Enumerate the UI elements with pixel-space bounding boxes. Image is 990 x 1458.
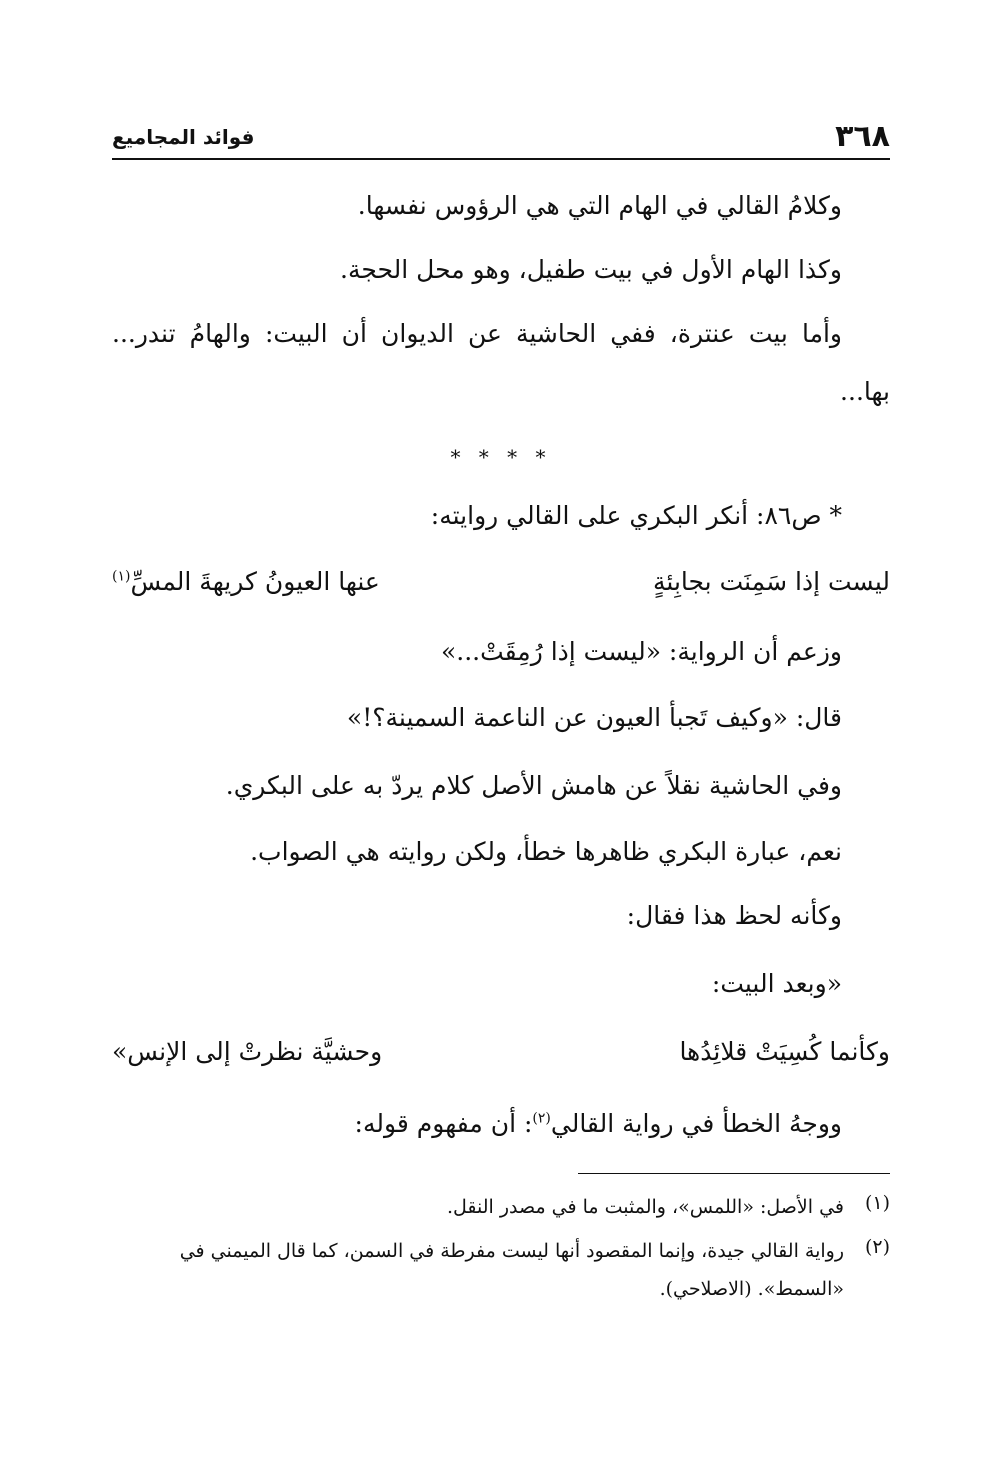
verse-2 (112, 1032, 890, 1072)
paragraph-4: * ص٨٦: أنكر البكري على القالي روايته: (430, 501, 842, 530)
paragraph-9: وكأنه لحظ هذا فقال: (626, 901, 842, 930)
paragraph-5: وزعم أن الرواية: «ليست إذا رُمِقَتْ...» (440, 637, 842, 666)
paragraph-11-start: ووجهُ الخطأ في رواية القالي (550, 1109, 842, 1138)
footnote-2-text: رواية القالي جيدة، وإنما المقصود أنها ليست مفرطة في السمن، كما قال الميمني في «السمط». (الاصلاحي). (179, 1240, 844, 1300)
running-title: فوائد المجاميع (112, 125, 255, 149)
footnote-rule (578, 1173, 890, 1174)
paragraph-7: وفي الحاشية نقلاً عن هامش الأصل كلام يردّ به على البكري. (225, 771, 842, 800)
page-header (112, 120, 890, 156)
paragraph-3-line-2: بها... (840, 377, 890, 406)
footnote-ref-2: (٢) (532, 1110, 551, 1127)
page-number: ٣٦٨ (835, 119, 890, 154)
paragraph-8: نعم، عبارة البكري ظاهرها خطأ، ولكن روايته هي الصواب. (250, 837, 842, 866)
paragraph-6: قال: «وكيف تَجبأ العيون عن الناعمة السمينة؟!» (346, 703, 842, 732)
paragraph-11 (355, 1104, 842, 1144)
paragraph-11-end: : أن مفهوم قوله: (354, 1109, 533, 1138)
verse-2-first-hemistich: وكأنما كُسِيَتْ قلائِدُها (679, 1037, 890, 1066)
verse-1-second-hemistich (112, 562, 380, 602)
verse-1-second-text: عنها العيونُ كريهةَ المسِّ (130, 567, 380, 596)
paragraph-10: «وبعد البيت: (711, 969, 842, 998)
verse-1 (112, 562, 890, 602)
paragraph-3-line-1: وأما بيت عنترة، ففي الحاشية عن الديوان أن البيت: والهامُ تندر... (112, 319, 842, 348)
paragraph-1: وكلامُ القالي في الهام التي هي الرؤوس نفسها. (357, 191, 842, 220)
footnote-2-number: (٢) (864, 1236, 890, 1258)
paragraph-2: وكذا الهام الأول في بيت طفيل، وهو محل الحجة. (340, 255, 842, 284)
header-rule (112, 158, 890, 160)
footnote-ref-1: (١) (112, 568, 131, 585)
footnote-1-text: في الأصل: «اللمس»، والمثبت ما في مصدر النقل. (446, 1196, 844, 1218)
verse-2-second-hemistich: وحشيَّة نظرتْ إلى الإنس» (112, 1037, 383, 1066)
verse-1-first-hemistich: ليست إذا سَمِنَت بجابِئةٍ (653, 567, 890, 596)
section-separator: * * * * (450, 445, 552, 469)
footnote-1-number: (١) (864, 1192, 890, 1214)
